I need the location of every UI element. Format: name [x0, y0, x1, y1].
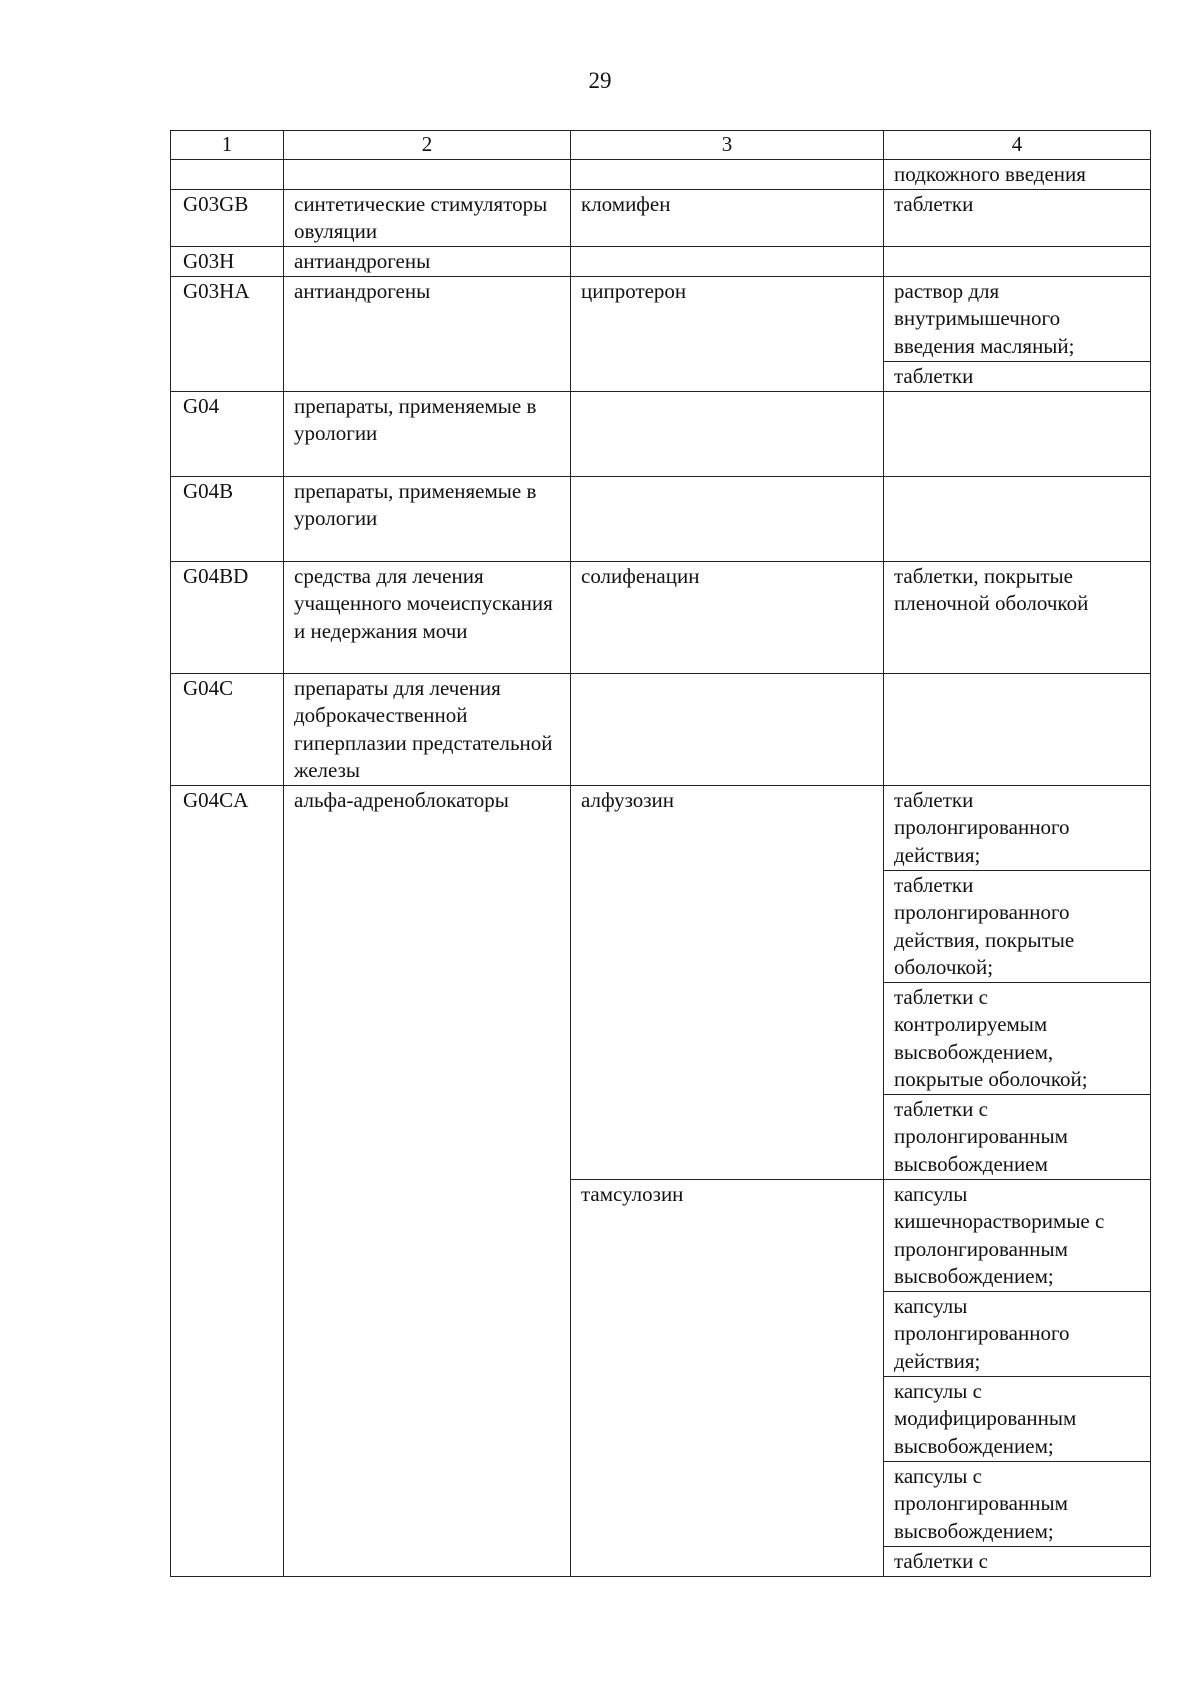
dosage-form-cell [884, 246, 1151, 276]
drug-cell [571, 246, 884, 276]
dosage-form-cell [884, 476, 1151, 561]
drug-table [170, 130, 1151, 1577]
dosage-form-cell: капсулы с модифицированным высвобождением; [884, 1376, 1151, 1461]
table-row [171, 673, 1151, 785]
atc-code-cell [171, 159, 284, 189]
drug-cell: солифенацин [571, 561, 884, 673]
table-row [171, 561, 1151, 673]
group-cell: препараты, применяемые в урологии [284, 476, 571, 561]
group-cell: препараты для лечения доброкачественной гиперплазии предстательной железы [284, 673, 571, 785]
dosage-form-cell: таблетки, покрытые пленочной оболочкой [884, 561, 1151, 673]
atc-code-cell: G04CA [171, 785, 284, 1576]
column-header-1: 1 [171, 131, 284, 160]
dosage-form-cell: подкожного введения [884, 159, 1151, 189]
dosage-form-cell [884, 673, 1151, 785]
page-number: 29 [588, 68, 612, 93]
column-header-2: 2 [284, 131, 571, 160]
dosage-form-cell: раствор для внутримышечного введения масляный; [884, 276, 1151, 361]
group-cell: средства для лечения учащенного мочеиспускания и недержания мочи [284, 561, 571, 673]
drug-cell: тамсулозин [571, 1179, 884, 1576]
header-row [171, 131, 1151, 160]
dosage-form-cell: таблетки пролонгированного действия, покрытые оболочкой; [884, 870, 1151, 982]
table-row [171, 189, 1151, 246]
table-row [171, 276, 1151, 361]
table-row [171, 476, 1151, 561]
group-cell [284, 159, 571, 189]
table-row [171, 246, 1151, 276]
atc-code-cell: G03HA [171, 276, 284, 391]
atc-code-cell: G03H [171, 246, 284, 276]
dosage-form-cell: таблетки с пролонгированным высвобождением [884, 1094, 1151, 1179]
dosage-form-cell: капсулы пролонгированного действия; [884, 1291, 1151, 1376]
drug-cell: ципротерон [571, 276, 884, 391]
table-row [171, 391, 1151, 476]
atc-code-cell: G04C [171, 673, 284, 785]
drug-cell [571, 391, 884, 476]
dosage-form-cell: таблетки [884, 189, 1151, 246]
dosage-form-cell: таблетки [884, 361, 1151, 391]
drug-cell [571, 159, 884, 189]
dosage-form-cell: таблетки пролонгированного действия; [884, 785, 1151, 870]
table-row [171, 159, 1151, 189]
column-header-4: 4 [884, 131, 1151, 160]
table-row [171, 785, 1151, 870]
drug-cell [571, 476, 884, 561]
group-cell: антиандрогены [284, 276, 571, 391]
group-cell: антиандрогены [284, 246, 571, 276]
column-header-3: 3 [571, 131, 884, 160]
group-cell: альфа-адреноблокаторы [284, 785, 571, 1576]
drug-cell: алфузозин [571, 785, 884, 1179]
group-cell: препараты, применяемые в урологии [284, 391, 571, 476]
dosage-form-cell: таблетки с контролируемым высвобождением, покрытые оболочкой; [884, 982, 1151, 1094]
atc-code-cell: G03GB [171, 189, 284, 246]
atc-code-cell: G04 [171, 391, 284, 476]
dosage-form-cell: таблетки с [884, 1546, 1151, 1576]
drug-cell: кломифен [571, 189, 884, 246]
dosage-form-cell: капсулы кишечнорастворимые с пролонгированным высвобождением; [884, 1179, 1151, 1291]
atc-code-cell: G04BD [171, 561, 284, 673]
group-cell: синтетические стимуляторы овуляции [284, 189, 571, 246]
dosage-form-cell [884, 391, 1151, 476]
dosage-form-cell: капсулы с пролонгированным высвобождением; [884, 1461, 1151, 1546]
atc-code-cell: G04B [171, 476, 284, 561]
drug-cell [571, 673, 884, 785]
